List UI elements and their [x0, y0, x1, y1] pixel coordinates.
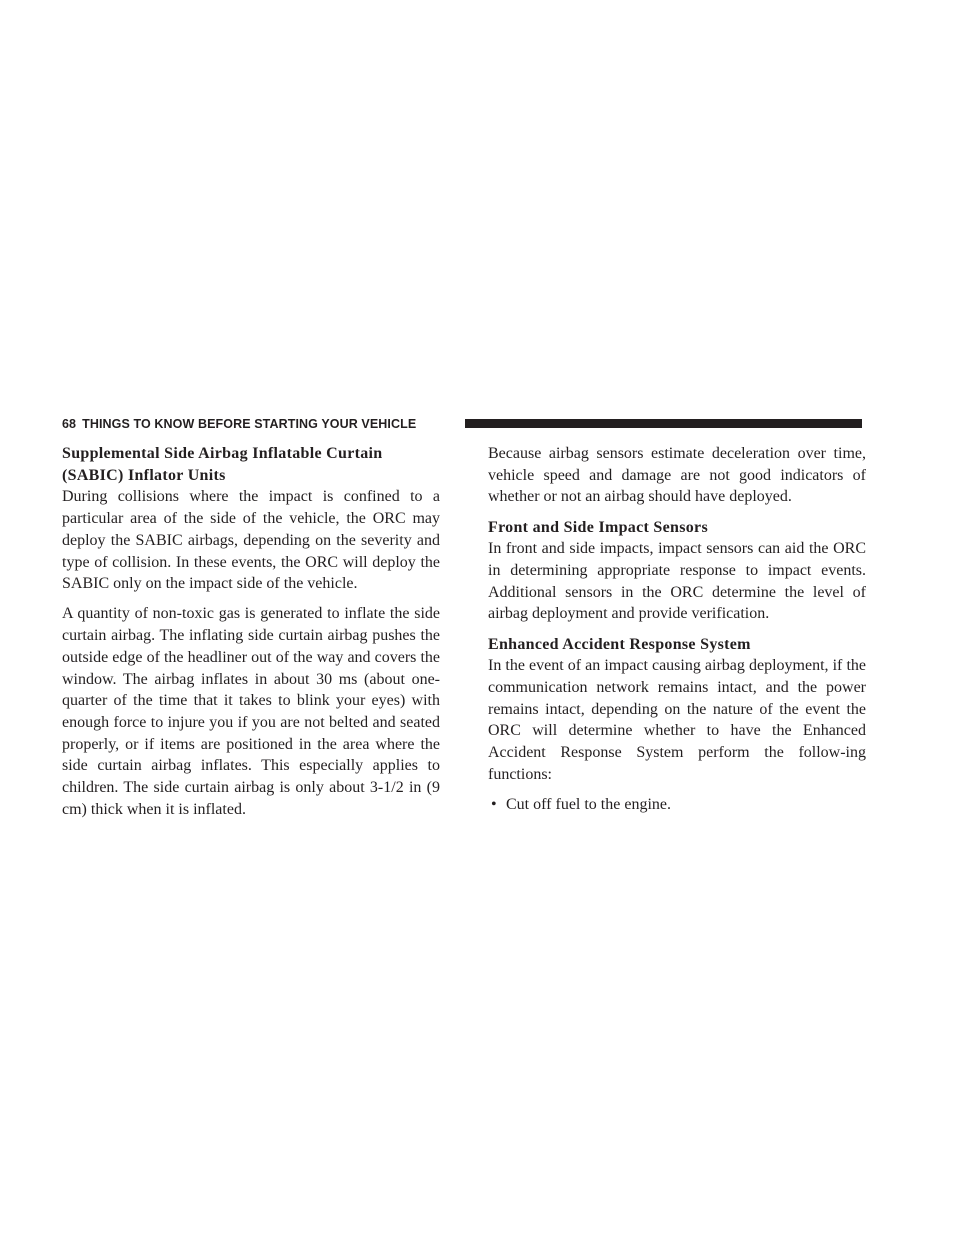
accident-response-heading: Enhanced Accident Response System: [488, 635, 751, 653]
accident-response-paragraph: In the event of an impact causing airbag deployment, if the communication network remains intact, and the power remains intact, depending on the nature of the event the ORC will determine whether to have the Enhanced Accident Response System perform the follow-ing functions:: [488, 657, 866, 783]
sabic-heading: [62, 443, 440, 486]
page-header: [62, 416, 862, 432]
list-item: [488, 794, 866, 816]
sensors-paragraph: Because airbag sensors estimate deceleration over time, vehicle speed and damage are not good indicators of whether or not an airbag should have deployed.: [488, 445, 866, 506]
bullet-text: Cut off fuel to the engine.: [506, 796, 671, 814]
section-title: THINGS TO KNOW BEFORE STARTING YOUR VEHICLE: [82, 417, 417, 431]
bullet-icon: •: [491, 796, 497, 814]
sabic-heading-line1: Supplemental Side Airbag Inflatable Curtain: [62, 445, 383, 462]
impact-sensors-heading: Front and Side Impact Sensors: [488, 518, 708, 536]
page-number: 68: [62, 417, 77, 431]
header-label: [62, 416, 416, 432]
impact-sensors-paragraph: In front and side impacts, impact sensors can aid the ORC in determining appropriate response to impact events. Additional sensors in the ORC determine the level of airbag deployment and provide verification.: [488, 540, 866, 623]
sabic-paragraph-2: A quantity of non-toxic gas is generated to inflate the side curtain airbag. The inflating side curtain airbag pushes the outside edge of the headliner out of the way and covers the window. The airbag inflates in about 30 ms (about one-quarter of the time that it takes to blink your eyes) with enough force to injure you if you are not belted and seated properly, or if items are positioned in the area where the side curtain airbag inflates. This especially applies to children. The side curtain airbag is only about 3-1/2 in (9 cm) thick when it is inflated.: [62, 605, 440, 818]
sabic-paragraph-1: During collisions where the impact is confined to a particular area of the side of the vehicle, the ORC may deploy the SABIC airbags, depending on the severity and type of collision. In these events, the ORC will deploy the SABIC only on the impact side of the vehicle.: [62, 488, 440, 593]
left-column: [62, 443, 440, 829]
right-column: [488, 443, 866, 816]
header-rule: [465, 419, 862, 428]
sabic-heading-line2: (SABIC) Inflator Units: [62, 466, 226, 484]
